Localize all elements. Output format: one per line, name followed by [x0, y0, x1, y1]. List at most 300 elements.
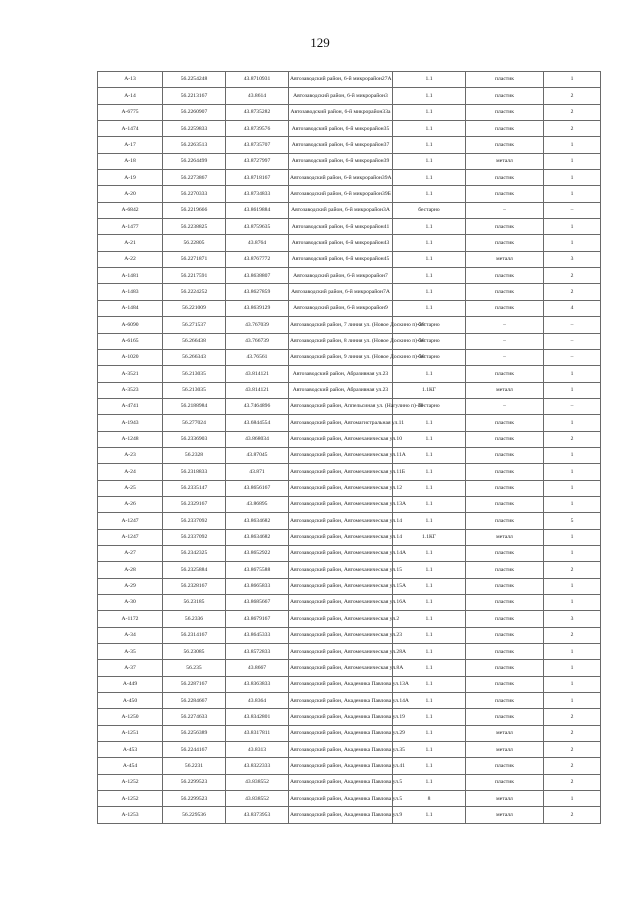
cell-address: Автозаводский район, Автомеханическая ул.11А [289, 447, 393, 463]
cell-material: пластик [466, 366, 544, 382]
cell-address: Автозаводский район, 6-й микрорайон35 [289, 121, 393, 137]
table-row [98, 366, 601, 382]
cell-volume: 1.1 [393, 464, 466, 480]
table-row [98, 72, 601, 88]
cell-count: 1 [544, 464, 601, 480]
cell-id: А-34 [98, 627, 163, 643]
cell-material: пластик [466, 72, 544, 88]
cell-volume: 1.1 [393, 415, 466, 431]
cell-material: пластик [466, 137, 544, 153]
cell-id: А-23 [98, 447, 163, 463]
cell-address: Автозаводский район, 6-й микрорайон43 [289, 235, 393, 251]
cell-latitude: 56.2318833 [163, 464, 226, 480]
table-row [98, 676, 601, 692]
cell-material: пластик [466, 709, 544, 725]
cell-count: 2 [544, 284, 601, 300]
cell-id: А-22 [98, 251, 163, 267]
cell-volume: 1.1 [393, 676, 466, 692]
table-row [98, 578, 601, 594]
cell-address: Автозаводский район, 6-й микрорайон37 [289, 137, 393, 153]
cell-count: 2 [544, 268, 601, 284]
cell-latitude: 56.2287167 [163, 676, 226, 692]
cell-longitude: 43.8645333 [226, 627, 289, 643]
cell-longitude: 43.8667 [226, 660, 289, 676]
cell-count: 2 [544, 88, 601, 104]
cell-latitude: 56.2231 [163, 758, 226, 774]
cell-volume: 1.1 [393, 742, 466, 758]
cell-count: 1 [544, 529, 601, 545]
cell-longitude: 43.8734833 [226, 186, 289, 202]
table-row [98, 317, 601, 333]
cell-latitude: 56.271537 [163, 317, 226, 333]
cell-id: А-1252 [98, 774, 163, 790]
cell-id: А-6842 [98, 202, 163, 218]
cell-latitude: 56.2337092 [163, 513, 226, 529]
cell-volume: 1.1 [393, 72, 466, 88]
cell-id: А-454 [98, 758, 163, 774]
table-row [98, 627, 601, 643]
cell-material: металл [466, 251, 544, 267]
cell-count: – [544, 317, 601, 333]
cell-material: пластик [466, 415, 544, 431]
cell-address: Автозаводский район, 6-й микрорайон41 [289, 219, 393, 235]
cell-latitude: 56.221009 [163, 300, 226, 316]
cell-count: 2 [544, 627, 601, 643]
cell-volume: 1.1 [393, 480, 466, 496]
cell-latitude: 56.2217591 [163, 268, 226, 284]
cell-material: пластик [466, 268, 544, 284]
cell-count: – [544, 333, 601, 349]
table-row [98, 758, 601, 774]
cell-count: 2 [544, 431, 601, 447]
table-row [98, 300, 601, 316]
cell-address: Автозаводский район, 6-й микрорайон7А [289, 284, 393, 300]
table-row [98, 104, 601, 120]
cell-address: Автозаводский район, Автомеханическая ул.10 [289, 431, 393, 447]
cell-count: 1 [544, 366, 601, 382]
cell-volume: 1.1 [393, 300, 466, 316]
cell-address: Автозаводский район, 6-й микрорайон27А [289, 72, 393, 88]
cell-count: 1 [544, 480, 601, 496]
cell-address: Автозаводский район, 9 линия ул. (Новое Доскино п)-30 [289, 349, 393, 365]
cell-address: Автозаводский район, Автомеханическая ул.11Б [289, 464, 393, 480]
cell-id: А-30 [98, 595, 163, 611]
cell-volume: бестарно [393, 333, 466, 349]
cell-volume: 1.1 [393, 693, 466, 709]
cell-address: Автозаводский район, 6-й микрорайон39А [289, 170, 393, 186]
cell-id: А-3523 [98, 382, 163, 398]
cell-address: Автозаводский район, Академика Павлова ул.5 [289, 791, 393, 807]
cell-latitude: 56.22805 [163, 235, 226, 251]
cell-latitude: 56.2213167 [163, 88, 226, 104]
cell-latitude: 56.213035 [163, 366, 226, 382]
cell-volume: 1.1 [393, 121, 466, 137]
cell-latitude: 56.2244167 [163, 742, 226, 758]
cell-material: пластик [466, 88, 544, 104]
cell-volume: 1.1 [393, 545, 466, 561]
cell-volume: 1.1 [393, 153, 466, 169]
cell-latitude: 56.2336903 [163, 431, 226, 447]
cell-volume: 1.1 [393, 562, 466, 578]
cell-count: 1 [544, 447, 601, 463]
cell-address: Автозаводский район, Академика Павлова ул.5 [289, 774, 393, 790]
cell-longitude: 43.838552 [226, 774, 289, 790]
cell-material: пластик [466, 186, 544, 202]
table-row [98, 693, 601, 709]
cell-count: 1 [544, 415, 601, 431]
table-row [98, 791, 601, 807]
cell-id: А-1252 [98, 791, 163, 807]
cell-count: 1 [544, 186, 601, 202]
cell-material: пластик [466, 447, 544, 463]
cell-latitude: 56.2328 [163, 447, 226, 463]
cell-material: металл [466, 742, 544, 758]
cell-volume: 1.1 [393, 186, 466, 202]
cell-address: Автозаводский район, Автомеханическая ул.15 [289, 562, 393, 578]
table-row [98, 529, 601, 545]
cell-longitude: 43.8363833 [226, 676, 289, 692]
cell-count: 2 [544, 742, 601, 758]
cell-longitude: 43.8317811 [226, 725, 289, 741]
cell-longitude: 43.871 [226, 464, 289, 480]
cell-volume: 1.1 [393, 268, 466, 284]
cell-latitude: 56.2260907 [163, 104, 226, 120]
cell-id: А-1477 [98, 219, 163, 235]
cell-latitude: 56.266343 [163, 349, 226, 365]
cell-longitude: 43.814121 [226, 382, 289, 398]
table-row [98, 268, 601, 284]
cell-material: пластик [466, 562, 544, 578]
cell-longitude: 43.8735707 [226, 137, 289, 153]
cell-count: 2 [544, 725, 601, 741]
cell-count: 1 [544, 791, 601, 807]
cell-material: пластик [466, 219, 544, 235]
cell-longitude: 43.7464896 [226, 398, 289, 414]
cell-id: А-21 [98, 235, 163, 251]
cell-latitude: 56.2328167 [163, 578, 226, 594]
cell-id: А-1247 [98, 513, 163, 529]
cell-volume: бестарно [393, 349, 466, 365]
cell-volume: 1.1 [393, 758, 466, 774]
cell-volume: 1.1 [393, 725, 466, 741]
cell-volume: 1.1 [393, 219, 466, 235]
cell-address: Автозаводский район, Автомеханическая ул.8А [289, 660, 393, 676]
cell-latitude: 56.229536 [163, 807, 226, 823]
table-row [98, 284, 601, 300]
container-sites-table [97, 71, 601, 824]
cell-volume: 1.1 [393, 251, 466, 267]
table-row [98, 774, 601, 790]
cell-volume: 1.1 [393, 595, 466, 611]
cell-longitude: 43.8638807 [226, 268, 289, 284]
cell-id: А-1483 [98, 284, 163, 300]
cell-material: – [466, 202, 544, 218]
cell-latitude: 56.277024 [163, 415, 226, 431]
cell-address: Автозаводский район, Автомеханическая ул.13А [289, 496, 393, 512]
table-row [98, 660, 601, 676]
cell-latitude: 56.2188984 [163, 398, 226, 414]
cell-count: 2 [544, 774, 601, 790]
cell-longitude: 43.8727997 [226, 153, 289, 169]
cell-address: Автозаводский район, Автомеханическая ул.14 [289, 513, 393, 529]
cell-longitude: 43.814121 [226, 366, 289, 382]
cell-address: Автозаводский район, Автомеханическая ул.2 [289, 611, 393, 627]
cell-address: Автозаводский район, Академика Павлова ул.35 [289, 742, 393, 758]
cell-volume: 1.1 [393, 431, 466, 447]
table-row [98, 725, 601, 741]
cell-material: пластик [466, 660, 544, 676]
cell-latitude: 56.2314167 [163, 627, 226, 643]
cell-id: А-1247 [98, 529, 163, 545]
cell-material: – [466, 333, 544, 349]
cell-count: 1 [544, 153, 601, 169]
cell-latitude: 56.2271871 [163, 251, 226, 267]
cell-volume: 1.1 [393, 611, 466, 627]
cell-longitude: 43.8735282 [226, 104, 289, 120]
cell-longitude: 43.8614 [226, 88, 289, 104]
cell-id: А-453 [98, 742, 163, 758]
cell-address: Автозаводский район, 7 линия ул. (Новое Доскино п)-29 [289, 317, 393, 333]
cell-material: пластик [466, 300, 544, 316]
cell-material: пластик [466, 578, 544, 594]
cell-volume: 1.1 [393, 366, 466, 382]
cell-material: металл [466, 725, 544, 741]
table-row [98, 121, 601, 137]
cell-count: 1 [544, 382, 601, 398]
cell-volume: 1.1 [393, 104, 466, 120]
table-row [98, 398, 601, 414]
cell-longitude: 43.8364 [226, 693, 289, 709]
cell-id: А-6090 [98, 317, 163, 333]
cell-count: 3 [544, 251, 601, 267]
cell-id: А-17 [98, 137, 163, 153]
cell-address: Автозаводский район, Абразивная ул.23 [289, 366, 393, 382]
cell-volume: 1.1 [393, 284, 466, 300]
cell-volume: бестарно [393, 202, 466, 218]
cell-longitude: 43.767039 [226, 317, 289, 333]
cell-longitude: 43.8619884 [226, 202, 289, 218]
table-row [98, 595, 601, 611]
table-row [98, 431, 601, 447]
cell-id: А-6775 [98, 104, 163, 120]
cell-longitude: 43.8675588 [226, 562, 289, 578]
cell-volume: 1.1 [393, 807, 466, 823]
cell-address: Автозаводский район, 8 линия ул. (Новое Доскино п)-30 [289, 333, 393, 349]
cell-material: пластик [466, 676, 544, 692]
cell-latitude: 56.2224252 [163, 284, 226, 300]
cell-address: Автозаводский район, 6-й микрорайон39Б [289, 186, 393, 202]
cell-id: А-6165 [98, 333, 163, 349]
cell-count: 5 [544, 513, 601, 529]
cell-id: А-449 [98, 676, 163, 692]
cell-volume: 1.1 [393, 627, 466, 643]
cell-longitude: 43.8639129 [226, 300, 289, 316]
cell-material: пластик [466, 644, 544, 660]
cell-count: 2 [544, 709, 601, 725]
cell-longitude: 43.8710931 [226, 72, 289, 88]
cell-address: Автозаводский район, Автомеханическая ул.12 [289, 480, 393, 496]
cell-address: Автозаводский район, Академика Павлова ул.41 [289, 758, 393, 774]
cell-volume: 1.1 [393, 660, 466, 676]
cell-latitude: 56.2335147 [163, 480, 226, 496]
cell-address: Автозаводский район, Автомеханическая ул.23 [289, 627, 393, 643]
cell-id: А-1943 [98, 415, 163, 431]
cell-longitude: 43.8652922 [226, 545, 289, 561]
table-row [98, 382, 601, 398]
cell-id: А-1172 [98, 611, 163, 627]
cell-material: пластик [466, 496, 544, 512]
cell-latitude: 56.2254248 [163, 72, 226, 88]
cell-latitude: 56.2325884 [163, 562, 226, 578]
cell-latitude: 56.266438 [163, 333, 226, 349]
table-row [98, 644, 601, 660]
cell-latitude: 56.2284667 [163, 693, 226, 709]
cell-longitude: 43.868034 [226, 431, 289, 447]
cell-material: пластик [466, 235, 544, 251]
cell-latitude: 56.213035 [163, 382, 226, 398]
table-row [98, 415, 601, 431]
cell-id: А-1248 [98, 431, 163, 447]
cell-latitude: 56.2238825 [163, 219, 226, 235]
cell-material: металл [466, 382, 544, 398]
cell-material: пластик [466, 611, 544, 627]
cell-id: А-19 [98, 170, 163, 186]
cell-volume: бестарно [393, 398, 466, 414]
cell-id: А-1020 [98, 349, 163, 365]
cell-longitude: 43.838552 [226, 791, 289, 807]
cell-latitude: 56.2299523 [163, 774, 226, 790]
cell-longitude: 43.8342801 [226, 709, 289, 725]
cell-latitude: 56.2299523 [163, 791, 226, 807]
cell-latitude: 56.2219666 [163, 202, 226, 218]
cell-count: 2 [544, 807, 601, 823]
cell-longitude: 43.6844554 [226, 415, 289, 431]
cell-address: Автозаводский район, 6-й микрорайон7 [289, 268, 393, 284]
cell-volume: 1.1 [393, 709, 466, 725]
cell-material: металл [466, 807, 544, 823]
cell-material: – [466, 398, 544, 414]
table-row [98, 88, 601, 104]
cell-material: – [466, 349, 544, 365]
cell-volume: бестарно [393, 317, 466, 333]
cell-material: металл [466, 791, 544, 807]
table-body [98, 72, 601, 824]
cell-longitude: 43.766739 [226, 333, 289, 349]
table-row [98, 562, 601, 578]
cell-volume: 1.1 [393, 170, 466, 186]
cell-latitude: 56.2270333 [163, 186, 226, 202]
cell-longitude: 43.76561 [226, 349, 289, 365]
cell-latitude: 56.2263513 [163, 137, 226, 153]
table-row [98, 170, 601, 186]
table-row [98, 807, 601, 823]
cell-address: Автозаводский район, Академика Павлова ул.14А [289, 693, 393, 709]
cell-id: А-1253 [98, 807, 163, 823]
cell-latitude: 56.235 [163, 660, 226, 676]
cell-id: А-1481 [98, 268, 163, 284]
cell-longitude: 43.8656167 [226, 480, 289, 496]
cell-longitude: 43.8634682 [226, 529, 289, 545]
cell-address: Автозаводский район, Абразивная ул.23 [289, 382, 393, 398]
cell-id: А-1484 [98, 300, 163, 316]
cell-material: пластик [466, 693, 544, 709]
cell-count: – [544, 349, 601, 365]
cell-latitude: 56.2342325 [163, 545, 226, 561]
cell-latitude: 56.23085 [163, 644, 226, 660]
table-row [98, 186, 601, 202]
cell-count: 1 [544, 219, 601, 235]
cell-count: 1 [544, 170, 601, 186]
cell-id: А-3521 [98, 366, 163, 382]
cell-id: А-37 [98, 660, 163, 676]
cell-id: А-24 [98, 464, 163, 480]
cell-address: Автозаводский район, Автомеханическая ул.14А [289, 545, 393, 561]
table-row [98, 480, 601, 496]
cell-address: Автозаводский район, 6-й микрорайон3 [289, 88, 393, 104]
cell-count: 1 [544, 595, 601, 611]
cell-count: 1 [544, 578, 601, 594]
page-number: 129 [310, 35, 330, 50]
cell-volume: 1.1КГ [393, 529, 466, 545]
cell-volume: 1.1 [393, 774, 466, 790]
cell-address: Автозаводский район, Академика Павлова ул.9 [289, 807, 393, 823]
table-row [98, 202, 601, 218]
cell-latitude: 56.2273867 [163, 170, 226, 186]
cell-material: пластик [466, 545, 544, 561]
cell-count: – [544, 398, 601, 414]
cell-longitude: 43.8764 [226, 235, 289, 251]
table-row [98, 333, 601, 349]
cell-material: пластик [466, 284, 544, 300]
cell-count: 1 [544, 660, 601, 676]
cell-id: А-14 [98, 88, 163, 104]
cell-id: А-4741 [98, 398, 163, 414]
cell-id: А-26 [98, 496, 163, 512]
cell-material: пластик [466, 170, 544, 186]
cell-address: Автозаводский район, 6-й микрорайон3А [289, 202, 393, 218]
cell-volume: 1.1 [393, 235, 466, 251]
cell-longitude: 43.87045 [226, 447, 289, 463]
cell-volume: 1.1 [393, 447, 466, 463]
cell-material: пластик [466, 480, 544, 496]
cell-count: 1 [544, 644, 601, 660]
cell-latitude: 56.2337092 [163, 529, 226, 545]
cell-address: Автозаводский район, Академика Павлова ул.29 [289, 725, 393, 741]
cell-count: 4 [544, 300, 601, 316]
table-row [98, 153, 601, 169]
cell-volume: 1.1 [393, 137, 466, 153]
table-row [98, 545, 601, 561]
cell-longitude: 43.8665833 [226, 578, 289, 594]
cell-id: А-25 [98, 480, 163, 496]
cell-address: Автозаводский район, Автомагистральная ул.11 [289, 415, 393, 431]
cell-count: 1 [544, 235, 601, 251]
cell-longitude: 43.86895 [226, 496, 289, 512]
cell-material: пластик [466, 121, 544, 137]
cell-longitude: 43.8767772 [226, 251, 289, 267]
table-row [98, 496, 601, 512]
cell-longitude: 43.8685667 [226, 595, 289, 611]
table-row [98, 709, 601, 725]
table-row [98, 349, 601, 365]
cell-volume: 8 [393, 791, 466, 807]
cell-address: Автозаводский район, Автомеханическая ул.16А [289, 595, 393, 611]
cell-address: Автозаводский район, Автомеханическая ул.15А [289, 578, 393, 594]
cell-count: – [544, 202, 601, 218]
cell-latitude: 56.2329167 [163, 496, 226, 512]
cell-id: А-27 [98, 545, 163, 561]
cell-count: 2 [544, 758, 601, 774]
